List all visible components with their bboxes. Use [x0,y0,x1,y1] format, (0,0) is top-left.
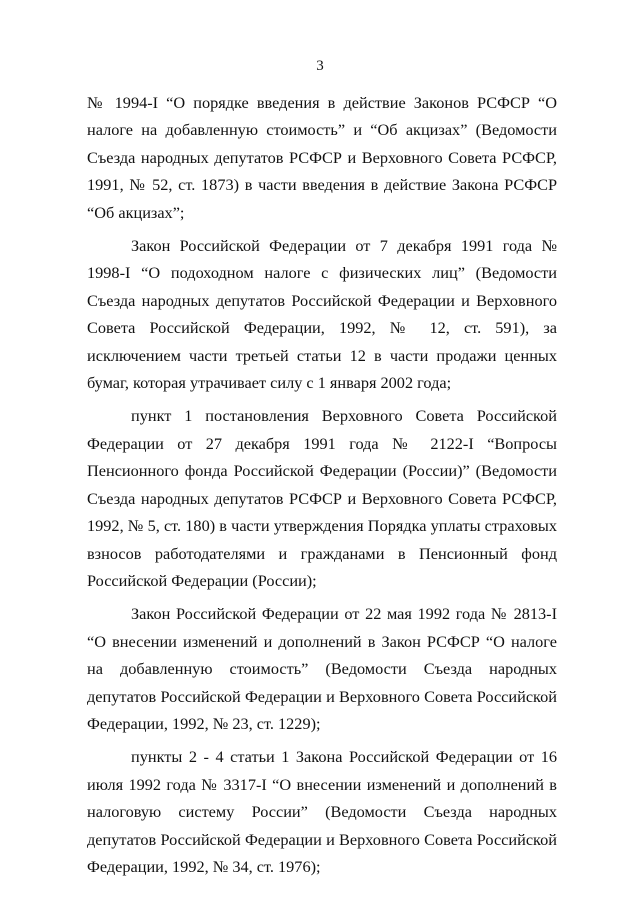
paragraph-law-1998: Закон Российской Федерации от 7 декабря 1991 года № 1998-I “О подоходном налоге с физических лиц” (Ведомости Съезда народных депутатов Российской Федерации и Верховного Совета Российской Федерации, 1992, № 12, ст. 591), за исключением части третьей статьи 12 в части продажи ценных бумаг, которая утрачивает силу с 1 января 2002 года; [87,236,557,393]
document-body [87,89,557,886]
paragraph-law-2813: Закон Российской Федерации от 22 мая 1992 года № 2813-I “О внесении изменений и дополнений в Закон РСФСР “О налоге на добавленную стоимость” (Ведомости Съезда народных депутатов Российской Федерации и Верховного Совета Российской Федерации, 1992, № 23, ст. 1229); [87,604,557,733]
page-number: 3 [316,58,324,74]
paragraph-law-3317: пункты 2 - 4 статьи 1 Закона Российской Федерации от 16 июля 1992 года № 3317-I “О внесении изменений и дополнений в налоговую систему России” (Ведомости Съезда народных депутатов Российской Федерации и Верховного Совета Российской Федерации, 1992, № 34, ст. 1976); [87,747,557,876]
paragraph-resolution-2122: пункт 1 постановления Верховного Совета Российской Федерации от 27 декабря 1991 года № 2122-I “Вопросы Пенсионного фонда Российской Федерации (России)” (Ведомости Съезда народных депутатов РСФСР и Верховного Совета РСФСР, 1992, № 5, ст. 180) в части утверждения Порядка уплаты страховых взносов работодателями и гражданами в Пенсионный фонд Российской Федерации (России); [87,406,557,590]
paragraph-continuation: № 1994-I “О порядке введения в действие Законов РСФСР “О налоге на добавленную стоимость” и “Об акцизах” (Ведомости Съезда народных депутатов РСФСР и Верховного Совета РСФСР, 1991, № 52, ст. 1873) в части введения в действие Закона РСФСР “Об акцизах”; [87,93,557,222]
